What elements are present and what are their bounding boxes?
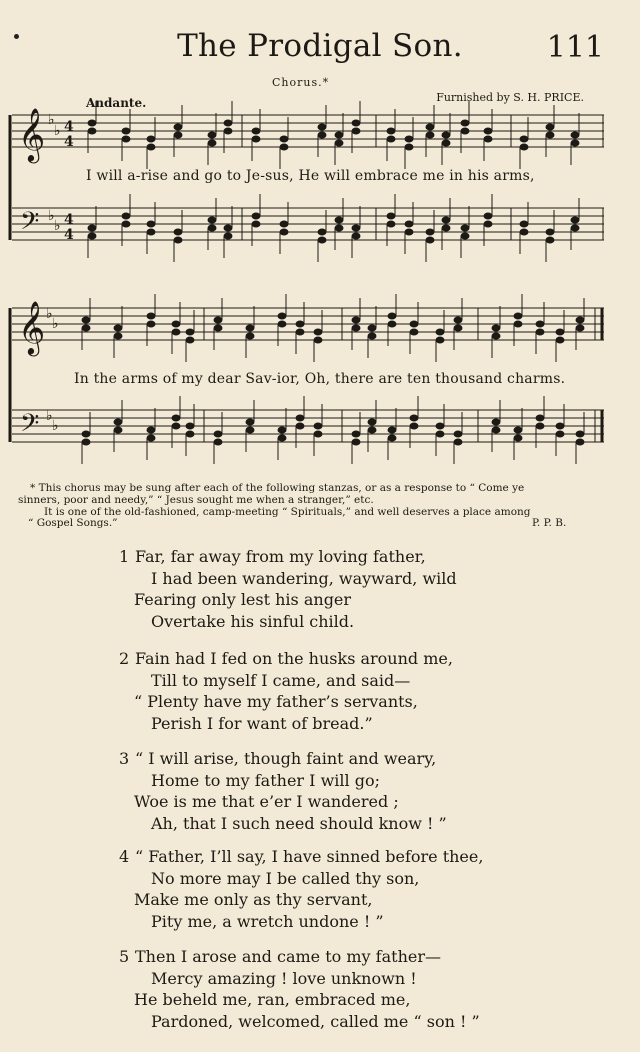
- music-score: [0, 0, 640, 470]
- note-head: [246, 325, 254, 331]
- note-head: [536, 321, 544, 327]
- stanza-line: “ I will arise, though faint and weary,: [135, 749, 437, 768]
- note-head: [114, 419, 122, 425]
- note-head: [147, 144, 155, 150]
- note-head: [174, 132, 182, 138]
- stanza-line: Perish I for want of bread.”: [151, 713, 373, 733]
- note-head: [461, 233, 469, 239]
- stanza-line: Then I arose and came to my father—: [135, 947, 441, 966]
- note-head: [224, 128, 232, 134]
- note-head: [388, 313, 396, 319]
- svg-text:♭: ♭: [54, 218, 61, 234]
- note-head: [147, 229, 155, 235]
- note-head: [88, 120, 96, 126]
- note-head: [387, 221, 395, 227]
- note-head: [556, 337, 564, 343]
- note-head: [318, 229, 326, 235]
- note-head: [224, 233, 232, 239]
- note-head: [571, 225, 579, 231]
- note-head: [147, 427, 155, 433]
- note-head: [571, 140, 579, 146]
- chorus-label: Chorus.*: [272, 76, 330, 89]
- note-head: [114, 427, 122, 433]
- note-head: [520, 221, 528, 227]
- note-head: [172, 329, 180, 335]
- stanza: [119, 648, 453, 734]
- note-head: [352, 128, 360, 134]
- stanza-line: “ Father, I’ll say, I have sinned before thee,: [135, 847, 484, 866]
- stanza-line: Mercy amazing ! love unknown !: [151, 968, 417, 988]
- note-head: [352, 317, 360, 323]
- note-head: [492, 325, 500, 331]
- note-head: [147, 136, 155, 142]
- note-head: [352, 120, 360, 126]
- note-head: [520, 229, 528, 235]
- svg-text:♭: ♭: [54, 123, 61, 139]
- note-head: [280, 136, 288, 142]
- note-head: [280, 144, 288, 150]
- note-head: [576, 439, 584, 445]
- note-head: [442, 140, 450, 146]
- note-head: [280, 221, 288, 227]
- note-head: [514, 321, 522, 327]
- note-head: [442, 225, 450, 231]
- note-head: [82, 431, 90, 437]
- stanza-number: 2: [119, 649, 130, 668]
- note-head: [314, 423, 322, 429]
- note-head: [484, 213, 492, 219]
- note-head: [296, 321, 304, 327]
- note-head: [436, 329, 444, 335]
- note-head: [147, 313, 155, 319]
- note-head: [252, 213, 260, 219]
- note-head: [387, 136, 395, 142]
- treble-clef: 𝄞: [18, 107, 46, 161]
- stanza-line: Ah, that I such need should know ! ”: [151, 813, 447, 833]
- note-head: [174, 237, 182, 243]
- page-title: The Prodigal Son.: [177, 28, 463, 64]
- note-head: [335, 217, 343, 223]
- note-head: [172, 423, 180, 429]
- note-head: [387, 128, 395, 134]
- note-head: [454, 317, 462, 323]
- note-head: [405, 221, 413, 227]
- note-head: [186, 337, 194, 343]
- note-head: [252, 128, 260, 134]
- note-head: [492, 427, 500, 433]
- svg-text:4: 4: [64, 212, 74, 228]
- stanza-line: Home to my father I will go;: [151, 770, 380, 790]
- note-head: [454, 439, 462, 445]
- note-head: [368, 427, 376, 433]
- note-head: [208, 132, 216, 138]
- note-head: [82, 317, 90, 323]
- staff-bass-1: [12, 208, 604, 240]
- note-head: [436, 431, 444, 437]
- stanza-line: He beheld me, ran, embraced me,: [134, 990, 411, 1010]
- note-head: [520, 136, 528, 142]
- svg-text:4: 4: [64, 227, 74, 243]
- note-head: [436, 423, 444, 429]
- note-head: [174, 229, 182, 235]
- footnote-line: “ Gospel Songs.”: [28, 517, 118, 529]
- note-head: [442, 132, 450, 138]
- lyric-line-1: I will a-rise and go to Je-sus, He will embrace me in his arms,: [86, 168, 535, 184]
- stanza-line: Fain had I fed on the husks around me,: [135, 649, 453, 668]
- note-head: [576, 431, 584, 437]
- note-head: [536, 423, 544, 429]
- note-head: [335, 225, 343, 231]
- note-head: [318, 237, 326, 243]
- note-head: [388, 427, 396, 433]
- note-head: [172, 415, 180, 421]
- note-head: [368, 325, 376, 331]
- note-head: [172, 321, 180, 327]
- note-head: [278, 435, 286, 441]
- lyric-line-2: In the arms of my dear Sav-ior, Oh, there are ten thousand charms.: [74, 371, 566, 387]
- note-head: [318, 124, 326, 130]
- note-head: [484, 136, 492, 142]
- note-head: [514, 427, 522, 433]
- note-head: [426, 237, 434, 243]
- note-head: [208, 217, 216, 223]
- note-head: [318, 132, 326, 138]
- stanza-number: 1: [119, 547, 130, 566]
- svg-text:♭: ♭: [52, 316, 59, 332]
- bass-clef: 𝄢: [20, 207, 40, 242]
- stanza-number: 5: [119, 947, 130, 966]
- note-head: [122, 136, 130, 142]
- note-head: [278, 427, 286, 433]
- note-head: [252, 136, 260, 142]
- note-head: [368, 419, 376, 425]
- svg-text:♭: ♭: [46, 306, 53, 322]
- note-head: [461, 128, 469, 134]
- note-head: [314, 337, 322, 343]
- note-head: [114, 333, 122, 339]
- note-head: [405, 144, 413, 150]
- note-head: [546, 229, 554, 235]
- note-head: [571, 217, 579, 223]
- note-head: [388, 435, 396, 441]
- note-head: [514, 435, 522, 441]
- svg-text:4: 4: [64, 134, 74, 150]
- note-head: [492, 333, 500, 339]
- stanza-line: Woe is me that e’er I wandered ;: [134, 792, 399, 812]
- note-head: [352, 325, 360, 331]
- key-flat: ♭: [48, 112, 55, 128]
- note-head: [461, 120, 469, 126]
- note-head: [174, 124, 182, 130]
- note-head: [426, 132, 434, 138]
- svg-text:♭: ♭: [52, 418, 59, 434]
- stanza-line: Fearing only lest his anger: [134, 590, 352, 610]
- note-head: [214, 431, 222, 437]
- note-head: [461, 225, 469, 231]
- time-signature: 4: [64, 119, 74, 135]
- note-head: [147, 435, 155, 441]
- note-head: [352, 225, 360, 231]
- note-head: [492, 419, 500, 425]
- note-head: [352, 431, 360, 437]
- note-head: [147, 221, 155, 227]
- note-head: [252, 221, 260, 227]
- note-head: [278, 321, 286, 327]
- stanza-line: Overtake his sinful child.: [151, 611, 355, 631]
- note-head: [224, 120, 232, 126]
- note-head: [484, 128, 492, 134]
- note-head: [387, 213, 395, 219]
- stanza-line: “ Plenty have my father’s servants,: [134, 692, 418, 712]
- note-head: [296, 329, 304, 335]
- note-head: [484, 221, 492, 227]
- stanza-line: Far, far away from my loving father,: [135, 547, 426, 566]
- footnote-line: * This chorus may be sung after each of the following stanzas, or as a response to “ Come ye: [30, 482, 525, 494]
- note-head: [426, 124, 434, 130]
- note-head: [571, 132, 579, 138]
- stanza: [119, 846, 483, 932]
- note-head: [278, 313, 286, 319]
- svg-text:♭: ♭: [46, 408, 53, 424]
- note-head: [405, 136, 413, 142]
- note-head: [576, 317, 584, 323]
- note-head: [546, 237, 554, 243]
- stanza-line: Make me only as thy servant,: [134, 890, 373, 910]
- footnote-signature: P. P. B.: [532, 517, 567, 529]
- note-head: [88, 128, 96, 134]
- note-head: [546, 132, 554, 138]
- treble-clef-2: 𝄞: [18, 300, 46, 354]
- stanza: [119, 748, 447, 834]
- note-head: [454, 431, 462, 437]
- note-head: [296, 415, 304, 421]
- note-head: [335, 140, 343, 146]
- svg-text:♭: ♭: [48, 208, 55, 224]
- note-head: [296, 423, 304, 429]
- stanza-line: I had been wandering, wayward, wild: [151, 568, 457, 588]
- note-head: [410, 321, 418, 327]
- note-head: [214, 317, 222, 323]
- note-head: [556, 329, 564, 335]
- note-head: [410, 329, 418, 335]
- note-head: [454, 325, 462, 331]
- stanza-line: No more may I be called thy son,: [151, 868, 420, 888]
- note-head: [556, 431, 564, 437]
- stanza-line: Pardoned, welcomed, called me “ son ! ”: [151, 1011, 480, 1031]
- bass-clef-2: 𝄢: [20, 409, 40, 444]
- note-head: [388, 321, 396, 327]
- note-head: [368, 333, 376, 339]
- note-head: [442, 217, 450, 223]
- note-head: [314, 329, 322, 335]
- note-head: [280, 229, 288, 235]
- note-head: [82, 439, 90, 445]
- note-head: [514, 313, 522, 319]
- note-head: [520, 144, 528, 150]
- stanza-number: 3: [119, 749, 130, 768]
- note-head: [122, 221, 130, 227]
- note-head: [410, 423, 418, 429]
- attribution: Furnished by S. H. PRICE.: [436, 91, 584, 104]
- note-head: [208, 140, 216, 146]
- note-head: [314, 431, 322, 437]
- note-head: [208, 225, 216, 231]
- note-head: [405, 229, 413, 235]
- note-head: [426, 229, 434, 235]
- stanza-line: Till to myself I came, and said—: [151, 670, 411, 690]
- staff-treble-1: [12, 115, 604, 147]
- note-head: [82, 325, 90, 331]
- stanza-number: 4: [119, 847, 130, 866]
- footnote-line: It is one of the old-fashioned, camp-meeting “ Spirituals,” and well deserves a place among: [44, 506, 531, 518]
- stanza: [119, 946, 480, 1032]
- note-head: [335, 132, 343, 138]
- note-head: [214, 325, 222, 331]
- note-head: [436, 337, 444, 343]
- note-head: [246, 333, 254, 339]
- tempo-marking: Andante.: [86, 96, 147, 110]
- note-head: [536, 329, 544, 335]
- note-head: [186, 423, 194, 429]
- note-head: [410, 415, 418, 421]
- note-head: [88, 225, 96, 231]
- note-head: [114, 325, 122, 331]
- note-head: [122, 213, 130, 219]
- note-head: [246, 427, 254, 433]
- note-head: [224, 225, 232, 231]
- note-head: [546, 124, 554, 130]
- stanza: [119, 546, 457, 632]
- note-head: [556, 423, 564, 429]
- note-head: [122, 128, 130, 134]
- note-head: [147, 321, 155, 327]
- note-head: [246, 419, 254, 425]
- note-head: [88, 233, 96, 239]
- note-head: [536, 415, 544, 421]
- note-head: [214, 439, 222, 445]
- page-number: 111: [546, 30, 604, 65]
- note-head: [576, 325, 584, 331]
- note-head: [352, 233, 360, 239]
- footnote-line: sinners, poor and needy,” “ Jesus sought me when a stranger,” etc.: [18, 494, 374, 506]
- note-head: [186, 431, 194, 437]
- note-head: [352, 439, 360, 445]
- note-head: [186, 329, 194, 335]
- stanza-line: Pity me, a wretch undone ! ”: [151, 911, 384, 931]
